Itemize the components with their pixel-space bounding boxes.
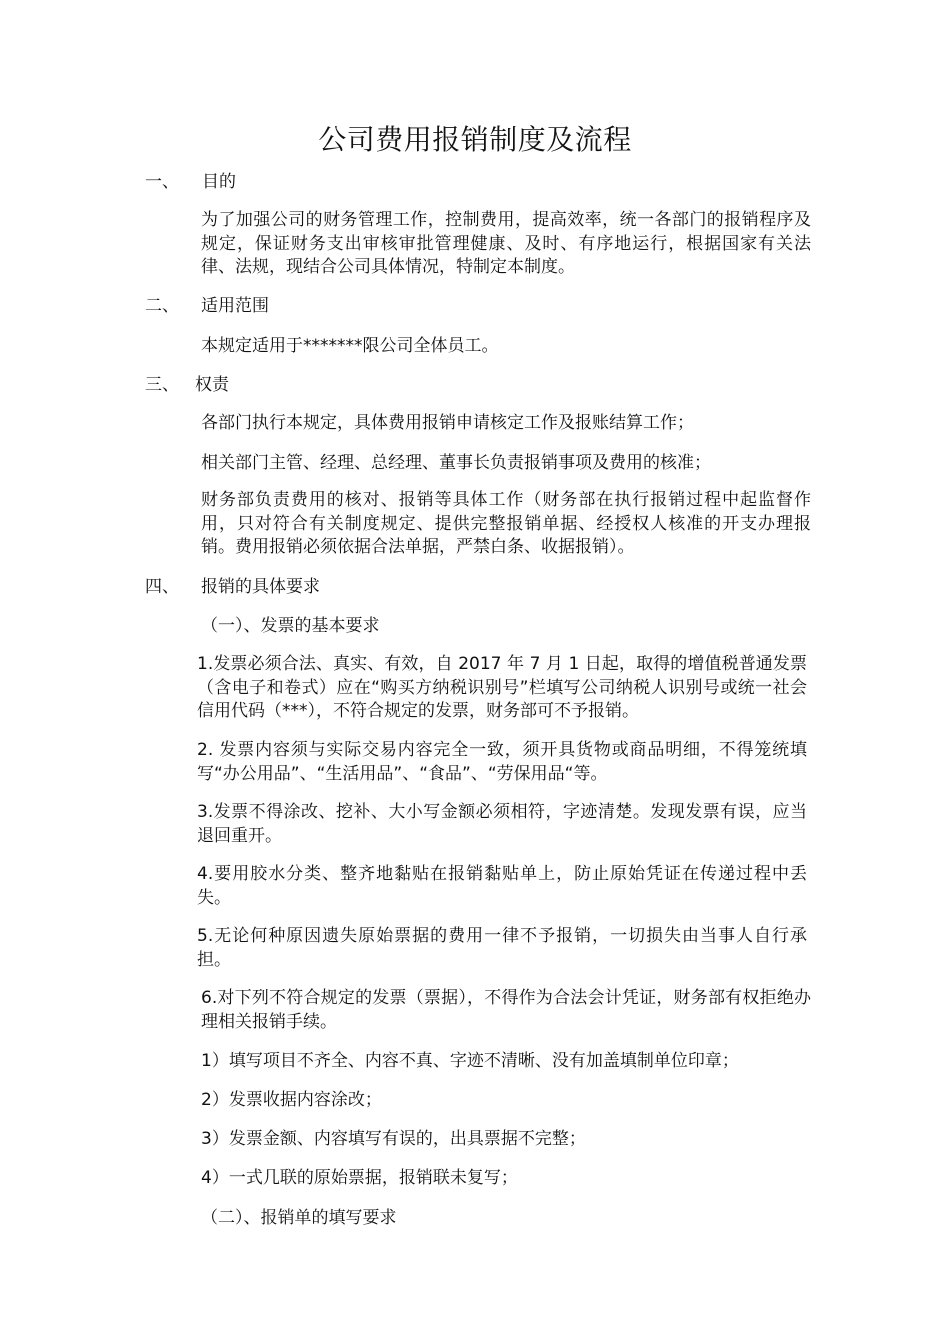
subsection-title-invoice: （一）、发票的基本要求 <box>201 616 380 636</box>
duty-item: 财务部负责费用的核对、报销等具体工作（财务部在执行报销过程中起监督作用，只对符合有关制度规定、提供完整报销单据、经授权人核准的开支办理报销。费用报销必须依据合法单据，严禁白条、收据报销）。 <box>201 490 811 557</box>
duty-item: 相关部门主管、经理、总经理、董事长负责报销事项及费用的核准； <box>201 453 711 473</box>
section-title: 目的 <box>202 172 236 192</box>
scope-paragraph: 本规定适用于*******限公司全体员工。 <box>201 336 499 356</box>
section-heading-duties <box>145 373 229 397</box>
invoice-requirement-item: 3.发票不得涂改、挖补、大小写金额必须相符，字迹清楚。发现发票有误，应当退回重开。 <box>197 802 807 846</box>
section-title: 权责 <box>195 375 229 395</box>
invoice-requirement-item: 2. 发票内容须与实际交易内容完全一致，须开具货物或商品明细，不得笼统填写“办公用品”、“生活用品”、“食品”、“劳保用品“等。 <box>197 740 807 784</box>
section-number: 二、 <box>145 296 179 316</box>
section-title: 报销的具体要求 <box>201 577 320 597</box>
section-heading-scope <box>145 294 269 318</box>
section-heading-requirements <box>145 575 320 599</box>
section-title: 适用范围 <box>201 296 269 316</box>
nonconforming-item: 1）填写项目不齐全、内容不真、字迹不清晰、没有加盖填制单位印章； <box>201 1051 739 1071</box>
nonconforming-item: 4）一式几联的原始票据，报销联未复写； <box>201 1168 518 1188</box>
section-number: 一、 <box>145 172 179 192</box>
subsection-title-expense-form: （二）、报销单的填写要求 <box>201 1208 397 1228</box>
document-title: 公司费用报销制度及流程 <box>318 123 632 156</box>
invoice-requirement-item: 1.发票必须合法、真实、有效，自 2017 年 7 月 1 日起，取得的增值税普通发票（含电子和卷式）应在“购买方纳税识别号”栏填写公司纳税人识别号或统一社会信用代码（***），不符合规定的发票，财务部可不予报销。 <box>197 654 807 721</box>
nonconforming-item: 3）发票金额、内容填写有误的，出具票据不完整； <box>201 1129 586 1149</box>
invoice-requirement-item: 5.无论何种原因遗失原始票据的费用一律不予报销，一切损失由当事人自行承担。 <box>197 926 807 970</box>
purpose-paragraph: 为了加强公司的财务管理工作，控制费用，提高效率，统一各部门的报销程序及规定，保证财务支出审核审批管理健康、及时、有序地运行，根据国家有关法律、法规，现结合公司具体情况，特制定本制度。 <box>201 210 811 277</box>
invoice-requirement-item: 6.对下列不符合规定的发票（票据），不得作为合法会计凭证，财务部有权拒绝办理相关报销手续。 <box>201 988 811 1032</box>
nonconforming-item: 2）发票收据内容涂改； <box>201 1090 382 1110</box>
section-number: 三、 <box>145 375 179 395</box>
duty-item: 各部门执行本规定，具体费用报销申请核定工作及报账结算工作； <box>201 413 694 433</box>
invoice-requirement-item: 4.要用胶水分类、整齐地黏贴在报销黏贴单上，防止原始凭证在传递过程中丢失。 <box>197 864 807 908</box>
section-number: 四、 <box>145 577 179 597</box>
section-heading-purpose <box>145 170 236 194</box>
